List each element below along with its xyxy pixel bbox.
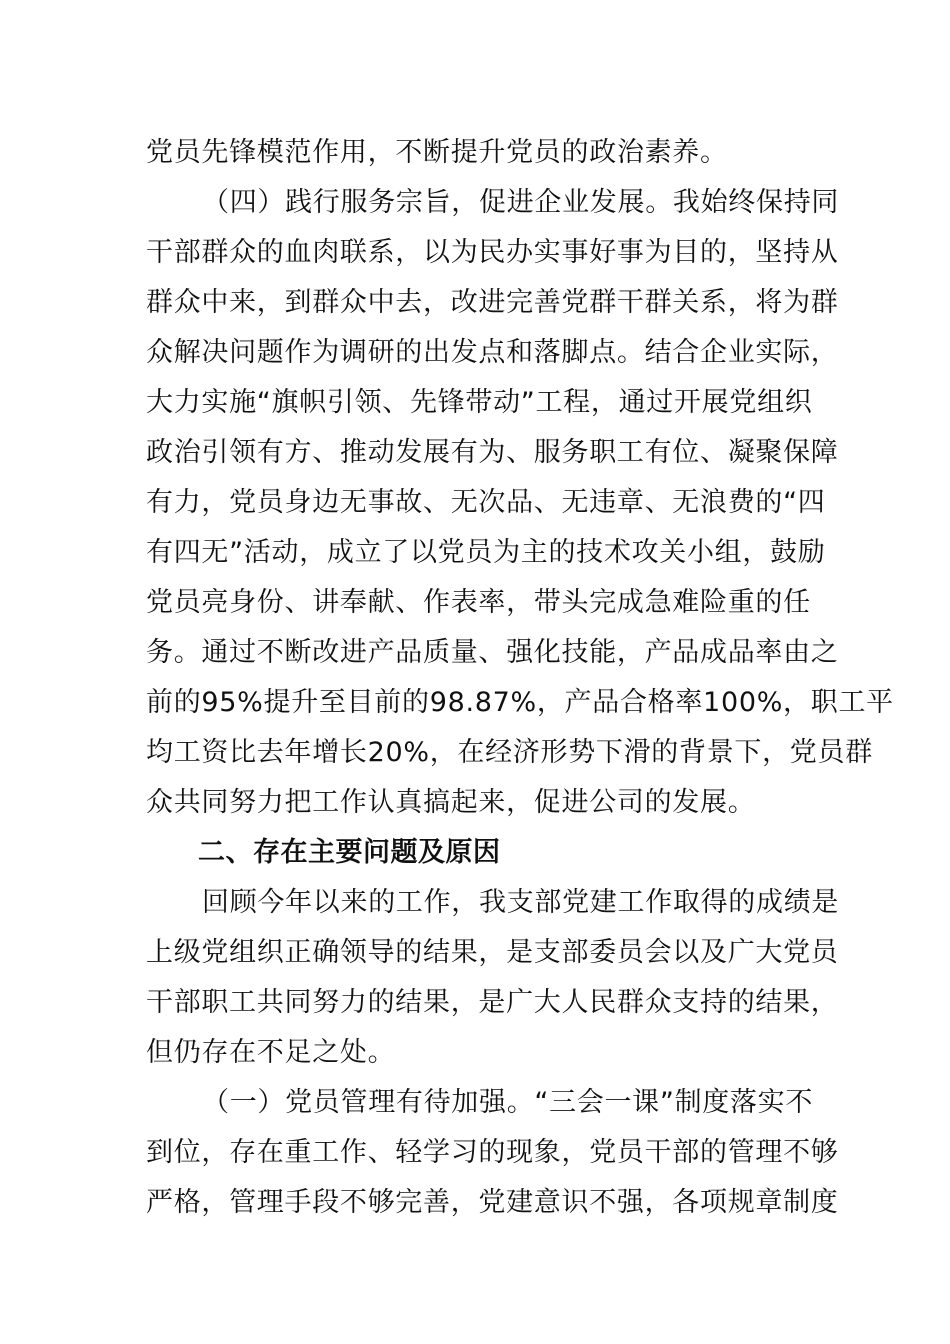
paragraph-line: 大力实施“旗帜引领、先锋带动”工程，通过开展党组织 xyxy=(146,387,813,418)
paragraph-line: 党员亮身份、讲奉献、作表率，带头完成急难险重的任 xyxy=(146,587,811,618)
paragraph-line: 但仍存在不足之处。 xyxy=(146,1037,396,1068)
paragraph-line: 回顾今年以来的工作，我支部党建工作取得的成绩是 xyxy=(202,887,840,918)
paragraph-line: 务。通过不断改进产品质量、强化技能，产品成品率由之 xyxy=(146,637,839,668)
paragraph-line: （四）践行服务宗旨，促进企业发展。我始终保持同 xyxy=(202,187,840,218)
paragraph-line: （一）党员管理有待加强。“三会一课”制度落实不 xyxy=(202,1087,814,1118)
paragraph-line: 到位，存在重工作、轻学习的现象，党员干部的管理不够 xyxy=(146,1137,839,1168)
paragraph-line: 政治引领有方、推动发展有为、服务职工有位、凝聚保障 xyxy=(146,437,839,468)
paragraph-line: 干部职工共同努力的结果，是广大人民群众支持的结果， xyxy=(146,987,839,1018)
paragraph-line: 众共同努力把工作认真搞起来，促进公司的发展。 xyxy=(146,787,756,818)
paragraph-line: 众解决问题作为调研的出发点和落脚点。结合企业实际， xyxy=(146,337,839,368)
section-heading: 二、存在主要问题及原因 xyxy=(198,837,501,868)
paragraph-line: 均工资比去年增长20%，在经济形势下滑的背景下，党员群 xyxy=(146,737,873,768)
paragraph-line: 干部群众的血肉联系，以为民办实事好事为目的，坚持从 xyxy=(146,237,839,268)
paragraph-line: 党员先锋模范作用，不断提升党员的政治素养。 xyxy=(146,137,728,168)
paragraph-line: 群众中来，到群众中去，改进完善党群干群关系，将为群 xyxy=(146,287,839,318)
paragraph-line: 上级党组织正确领导的结果，是支部委员会以及广大党员 xyxy=(146,937,839,968)
paragraph-line: 前的95%提升至目前的98.87%，产品合格率100%，职工平 xyxy=(146,687,894,718)
paragraph-line: 有力，党员身边无事故、无次品、无违章、无浪费的“四 xyxy=(146,487,826,518)
paragraph-line: 严格，管理手段不够完善，党建意识不强，各项规章制度 xyxy=(146,1187,839,1218)
paragraph-line: 有四无”活动，成立了以党员为主的技术攻关小组，鼓励 xyxy=(146,537,826,568)
